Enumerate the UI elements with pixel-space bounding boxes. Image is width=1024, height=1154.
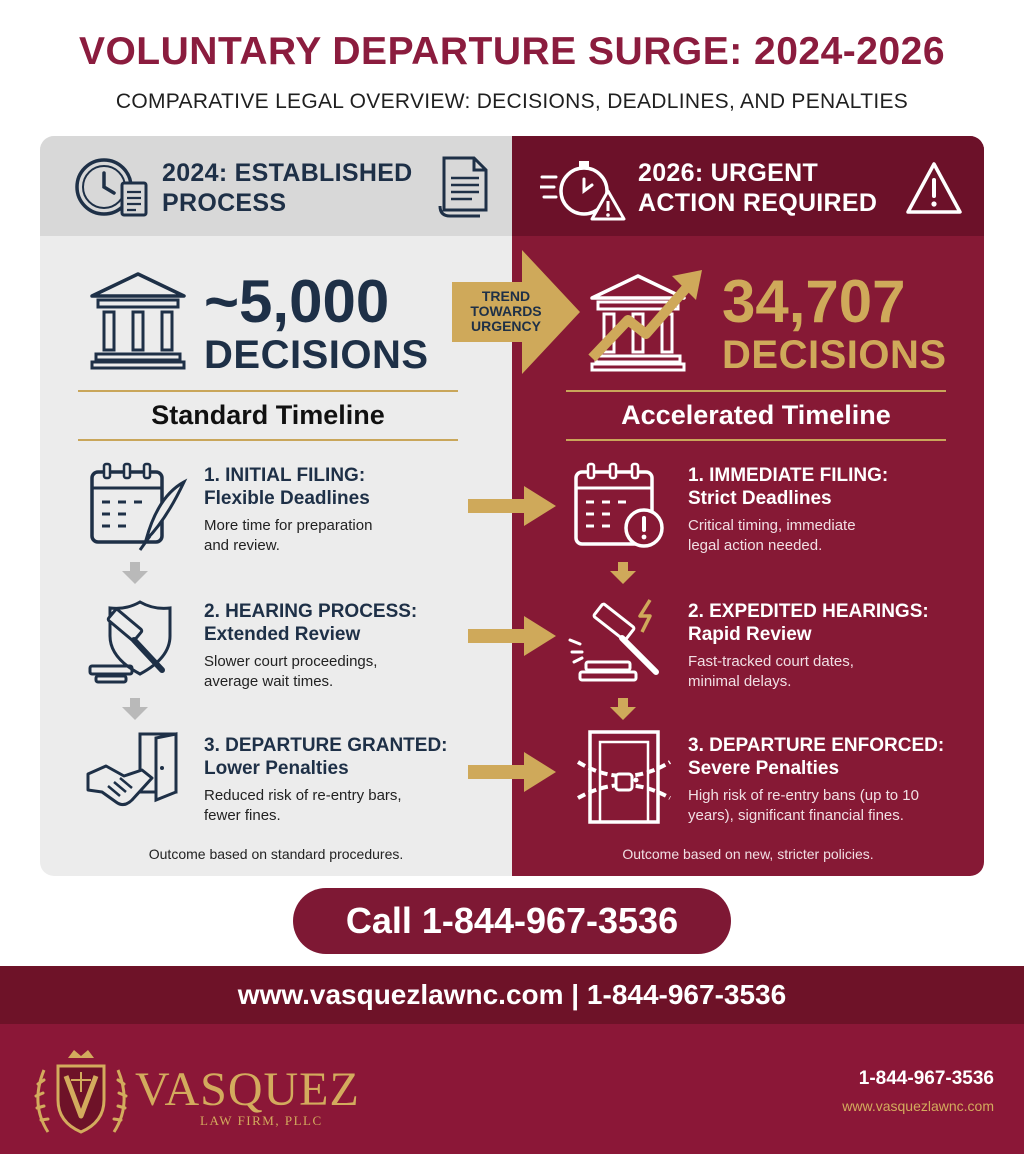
left-step-2-title: 2. HEARING PROCESS: xyxy=(204,601,418,622)
courthouse-icon xyxy=(88,270,188,370)
right-timeline-label: Accelerated Timeline xyxy=(621,400,891,430)
page-title: VOLUNTARY DEPARTURE SURGE: 2024-2026 xyxy=(78,30,946,73)
right-heading-line1: 2026: URGENT xyxy=(638,159,819,187)
left-step-2-desc1: Slower court proceedings, xyxy=(204,653,378,670)
left-step-2-desc2: average wait times. xyxy=(204,673,334,690)
left-heading-line1: 2024: ESTABLISHED xyxy=(162,159,413,187)
right-arrow-icon xyxy=(468,752,556,792)
trend-label xyxy=(458,289,554,334)
left-step-2-subtitle: Extended Review xyxy=(204,624,361,645)
right-step-3-desc2: years), significant financial fines. xyxy=(688,807,904,824)
page-subtitle: COMPARATIVE LEGAL OVERVIEW: DECISIONS, DEADLINES, AND PENALTIES xyxy=(115,90,909,113)
left-step-1-title: 1. INITIAL FILING: xyxy=(204,465,366,486)
gavel-shield-icon xyxy=(88,596,188,686)
right-step-1-subtitle: Strict Deadlines xyxy=(688,488,832,509)
logo-subtitle: LAW FIRM, PLLC xyxy=(200,1113,323,1128)
right-outcome: Outcome based on new, stricter policies. xyxy=(622,846,874,862)
handshake-door-icon xyxy=(84,730,190,818)
left-step-3 xyxy=(204,734,494,826)
right-step-3-title: 3. DEPARTURE ENFORCED: xyxy=(688,735,945,756)
left-step-3-subtitle: Lower Penalties xyxy=(204,758,349,779)
right-count: 34,707 xyxy=(722,268,906,335)
logo-name: VASQUEZ xyxy=(135,1063,360,1116)
left-step-1 xyxy=(204,464,474,556)
footer-phone-link[interactable]: 1-844-967-3536 xyxy=(858,1068,994,1089)
contact-band[interactable]: www.vasquezlawnc.com | 1-844-967-3536 xyxy=(0,966,1024,1024)
clock-document-icon xyxy=(72,155,154,221)
right-step-2-desc2: minimal delays. xyxy=(688,673,792,690)
call-button[interactable]: Call 1-844-967-3536 xyxy=(293,888,731,954)
down-arrow-icon xyxy=(610,562,636,584)
right-step-2 xyxy=(688,600,968,692)
trend-label-line1: TREND xyxy=(481,288,531,304)
courthouse-rising-icon xyxy=(588,262,708,372)
footer-website-link[interactable]: www.vasquezlawnc.com xyxy=(842,1098,994,1114)
left-step-2 xyxy=(204,600,474,692)
right-step-2-subtitle: Rapid Review xyxy=(688,624,812,645)
left-divider-top xyxy=(78,390,458,392)
right-step-3-desc1: High risk of re-entry bans (up to 10 xyxy=(688,787,919,804)
left-step-3-desc2: fewer fines. xyxy=(204,807,281,824)
right-step-3 xyxy=(688,734,978,826)
right-arrow-icon xyxy=(468,486,556,526)
left-divider-bottom xyxy=(78,439,458,441)
left-step-3-title: 3. DEPARTURE GRANTED: xyxy=(204,735,448,756)
stopwatch-warning-icon xyxy=(540,155,630,225)
left-step-1-desc2: and review. xyxy=(204,537,280,554)
document-icon xyxy=(436,154,492,220)
warning-icon xyxy=(904,160,964,216)
left-timeline-label: Standard Timeline xyxy=(151,400,385,430)
left-count-label: DECISIONS xyxy=(204,333,429,377)
trend-label-line3: URGENCY xyxy=(470,318,541,334)
down-arrow-icon xyxy=(122,562,148,584)
trend-label-line2: TOWARDS xyxy=(470,303,542,319)
down-arrow-icon xyxy=(122,698,148,720)
left-count: ~5,000 xyxy=(204,268,390,335)
calendar-quill-icon xyxy=(88,462,188,552)
right-step-1-desc2: legal action needed. xyxy=(688,537,823,554)
right-step-1-desc1: Critical timing, immediate xyxy=(688,517,856,534)
chained-door-icon xyxy=(574,728,674,826)
right-count-label: DECISIONS xyxy=(722,333,947,377)
left-heading-line2: PROCESS xyxy=(162,189,287,217)
right-step-1 xyxy=(688,464,968,556)
right-divider-bottom xyxy=(566,439,946,441)
left-step-3-desc1: Reduced risk of re-entry bars, xyxy=(204,787,402,804)
law-firm-logo-icon xyxy=(28,1044,134,1144)
right-step-2-desc1: Fast-tracked court dates, xyxy=(688,653,854,670)
left-step-1-subtitle: Flexible Deadlines xyxy=(204,488,370,509)
left-outcome: Outcome based on standard procedures. xyxy=(148,846,404,862)
down-arrow-icon xyxy=(610,698,636,720)
right-step-3-subtitle: Severe Penalties xyxy=(688,758,840,779)
calendar-alert-icon xyxy=(572,462,672,554)
right-step-2-title: 2. EXPEDITED HEARINGS: xyxy=(688,601,929,622)
gavel-lightning-icon xyxy=(568,596,678,686)
right-arrow-icon xyxy=(468,616,556,656)
right-heading-line2: ACTION REQUIRED xyxy=(638,189,878,217)
left-step-1-desc1: More time for preparation xyxy=(204,517,373,534)
right-step-1-title: 1. IMMEDIATE FILING: xyxy=(688,465,889,486)
right-divider-top xyxy=(566,390,946,392)
